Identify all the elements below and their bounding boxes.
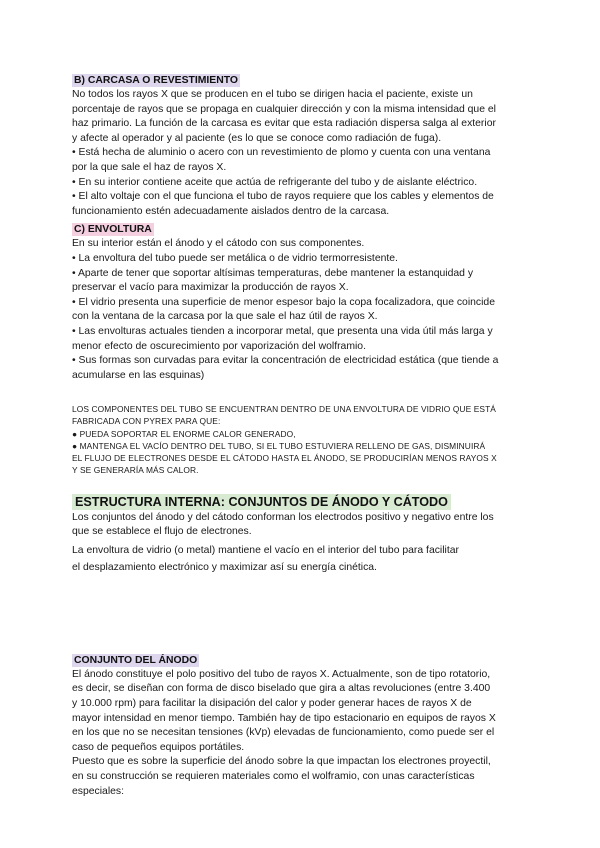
text-line: con la ventana de la carcasa por la que sale el haz útil de rayos X. — [72, 311, 378, 323]
section-nota — [72, 403, 532, 476]
note-line: Y SE GENERARÍA MÁS CALOR. — [72, 465, 199, 476]
text-line: La envoltura de vidrio (o metal) mantiene el vacío en el interior del tubo para facilitar — [72, 544, 459, 556]
note-bullet: ● MANTENGA EL VACÍO DENTRO DEL TUBO, SI EL TUBO ESTUVIERA RELLENO DE GAS, DISMINUIRÁ — [72, 440, 486, 451]
text-line: Los conjuntos del ánodo y del cátodo conforman los electrodos positivo y negativo entre los — [72, 511, 494, 523]
text-line: No todos los rayos X que se producen en el tubo se dirigen hacia el paciente, existe un — [72, 89, 473, 100]
text-line: preservar el vacío para maximizar la producción de rayos X. — [72, 282, 349, 294]
text-line: funcionamiento estén adecuadamente aislados dentro de la carcasa. — [72, 205, 390, 217]
bullet-line: • El vidrio presenta una superficie de menor espesor bajo la copa focalizadora, que coincide — [72, 296, 495, 308]
document-content — [72, 70, 532, 799]
text-line: y afecte al operador y al paciente (es lo que se conoce como radiación de fuga). — [72, 132, 442, 144]
text-line: el desplazamiento electrónico y maximizar así su energía cinética. — [72, 562, 377, 574]
text-line: porcentaje de rayos que se propaga en cualquier dirección y con la misma intensidad que el — [72, 103, 496, 115]
text-line: y 10.000 rpm) para facilitar la disipación del calor y poder generar haces de rayos X de — [72, 698, 472, 710]
text-line: que se establece el flujo de electrones. — [72, 526, 252, 538]
bullet-line: • El alto voltaje con el que funciona el tubo de rayos requiere que los cables y elementos de — [72, 191, 494, 203]
text-line: es decir, se diseñan con forma de disco biselado que gira a altas revoluciones (entre 3.400 — [72, 683, 491, 695]
heading-carcasa: B) CARCASA O REVESTIMIENTO — [74, 75, 238, 86]
text-line: caso de pequeños equipos portátiles. — [72, 741, 245, 753]
bullet-line: • Aparte de tener que soportar altísimas temperaturas, debe mantener la estanquidad y — [72, 267, 474, 279]
section-anodo — [72, 650, 532, 799]
bullet-line: • En su interior contiene aceite que actúa de refrigerante del tubo y de aislante eléctrico. — [72, 176, 478, 188]
text-line: Puesto que es sobre la superficie del ánodo sobre la que impactan los electrones proyectil, — [72, 756, 491, 768]
text-line: mayor intensidad en menor tiempo. También hay de tipo estacionario en equipos de rayos X — [72, 712, 496, 724]
text-line: menor efecto de oscurecimiento por vaporización del wolframio. — [72, 340, 366, 352]
note-line: LOS COMPONENTES DEL TUBO SE ENCUENTRAN DENTRO DE UNA ENVOLTURA DE VIDRIO QUE ESTÁ — [72, 404, 496, 415]
text-line: en los que no se necesitan tensiones (kVp) elevadas de funcionamiento, como puede ser el — [72, 727, 495, 739]
section-envoltura — [72, 219, 532, 383]
note-line: EL FLUJO DE ELECTRONES DESDE EL CÁTODO HASTA EL ÁNODO, SE PRODUCIRÍAN MENOS RAYOS X — [72, 453, 497, 464]
heading-envoltura: C) ENVOLTURA — [74, 224, 152, 236]
heading-estructura: ESTRUCTURA INTERNA: CONJUNTOS DE ÁNODO Y CÁTODO — [72, 494, 451, 510]
bullet-line: • Está hecha de aluminio o acero con un revestimiento de plomo y cuenta con una ventana — [72, 147, 491, 159]
text-line: El ánodo constituye el polo positivo del tubo de rayos X. Actualmente, son de tipo rotatorio, — [72, 668, 491, 680]
text-line: acumularse en las esquinas) — [72, 369, 205, 381]
text-line: especiales: — [72, 785, 124, 797]
heading-anodo: CONJUNTO DEL ÁNODO — [74, 654, 198, 666]
text-line: haz primario. La función de la carcasa es evitar que esta radiación dispersa salga al exterior — [72, 118, 496, 130]
note-line: FABRICADA CON PYREX PARA QUE: — [72, 416, 221, 427]
text-line: en su construcción se requieren materiales como el wolframio, con unas características — [72, 771, 475, 783]
bullet-line: • La envoltura del tubo puede ser metálica o de vidrio termorresistente. — [72, 252, 398, 264]
section-estructura — [72, 493, 532, 576]
text-line: por la que sale el haz de rayos X. — [72, 161, 227, 173]
note-bullet: ● PUEDA SOPORTAR EL ENORME CALOR GENERADO, — [72, 428, 296, 439]
bullet-line: • Las envolturas actuales tienden a incorporar metal, que presenta una vida útil más larga y — [72, 325, 493, 337]
section-carcasa — [72, 70, 532, 219]
bullet-line: • Sus formas son curvadas para evitar la concentración de electricidad estática (que tiende a — [72, 355, 499, 367]
text-line: En su interior están el ánodo y el cátodo con sus componentes. — [72, 238, 365, 250]
